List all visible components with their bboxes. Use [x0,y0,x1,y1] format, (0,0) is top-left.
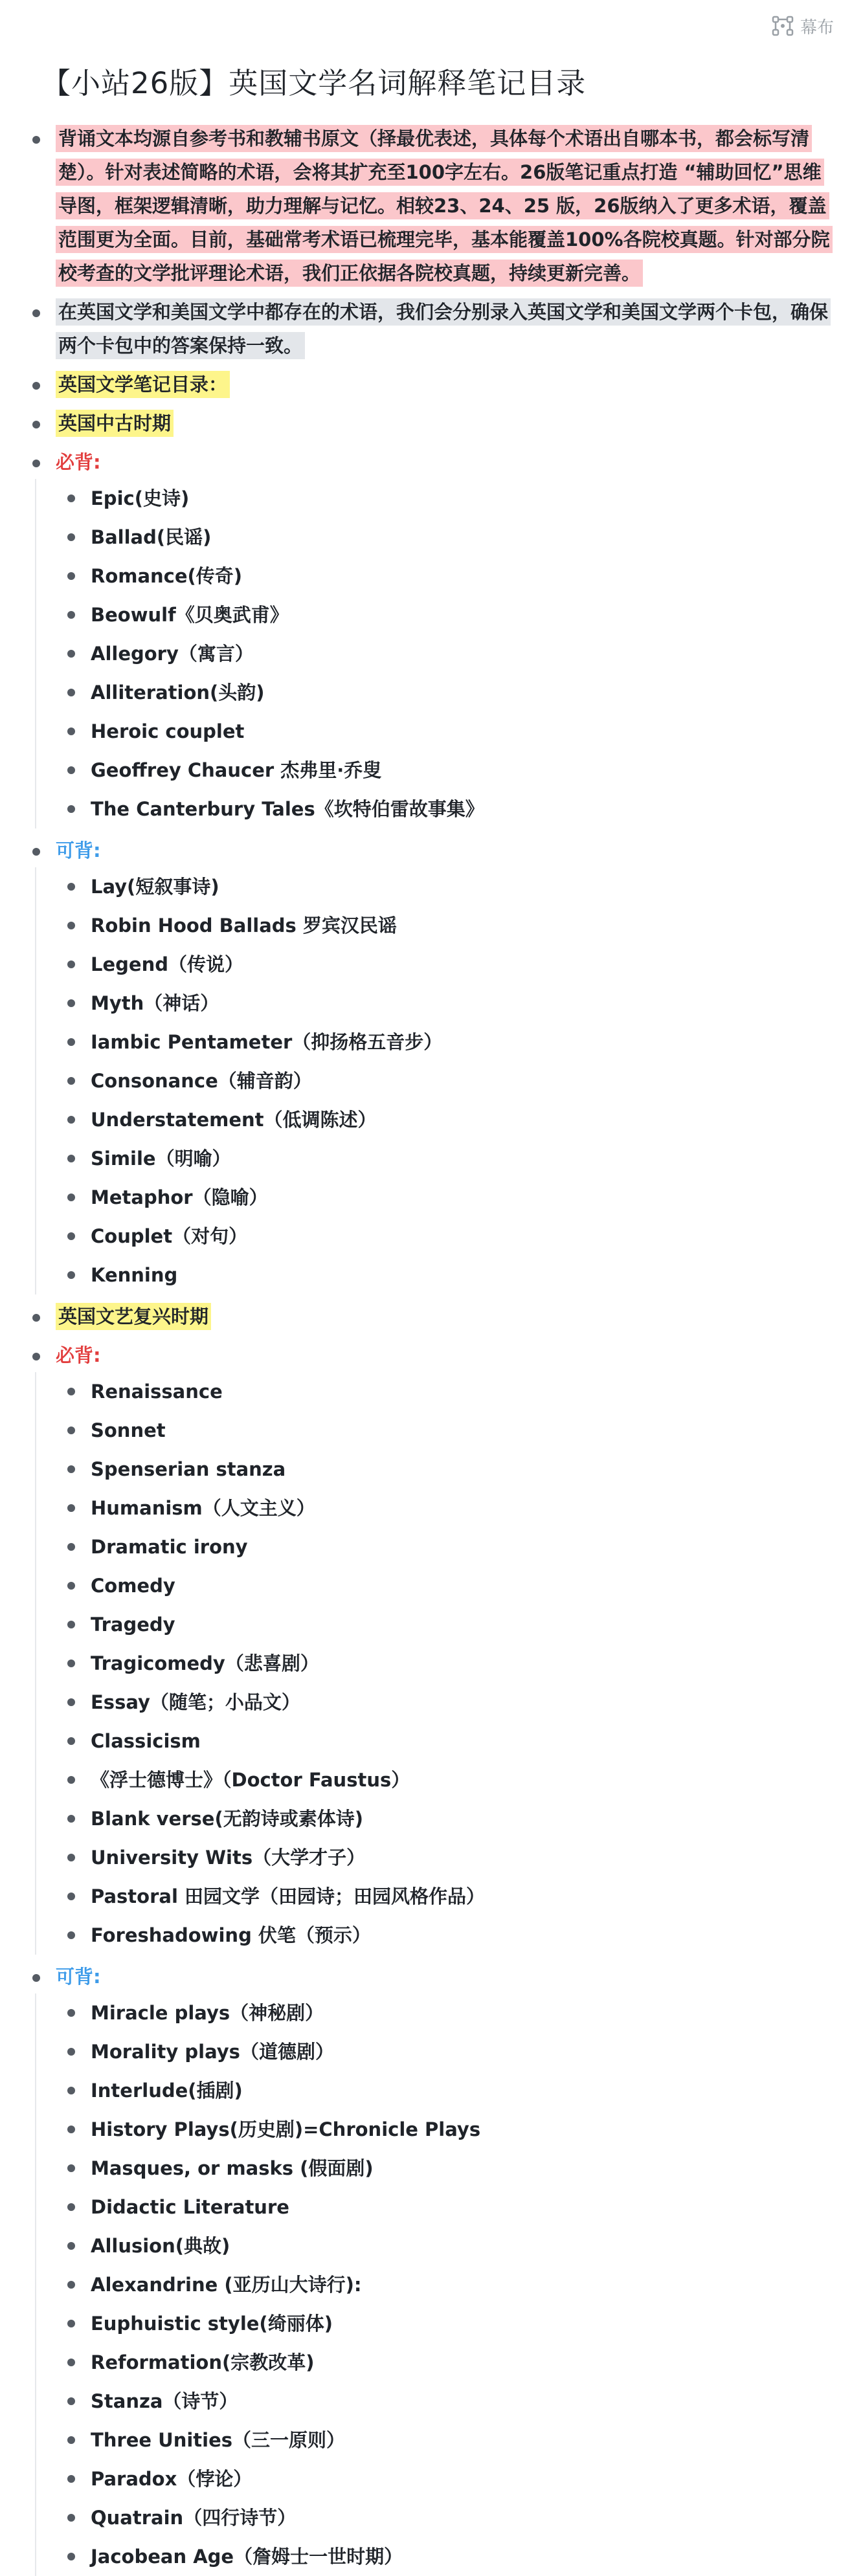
outline-row[interactable] [63,1605,831,1644]
bullet-dot-icon[interactable] [67,494,75,502]
bullet-dot-icon[interactable] [67,960,75,968]
term-item[interactable] [63,1178,831,1217]
term-item[interactable] [63,1023,831,1061]
outline-row[interactable] [63,1877,831,1916]
bullet-dot-icon[interactable] [67,1931,75,1939]
bullet-dot-icon[interactable] [67,1815,75,1823]
term-item[interactable] [63,1877,831,1916]
bullet-dot-icon[interactable] [67,611,75,619]
term-text[interactable]: Renaissance [91,1381,223,1403]
term-list [35,479,831,828]
term-text[interactable]: University Wits（大学才子） [91,1847,366,1869]
bullet-dot-icon[interactable] [32,1314,40,1322]
term-item[interactable] [63,2459,831,2498]
mindmap-view-label: 幕布 [800,17,834,38]
term-item[interactable] [63,1605,831,1644]
outline-row[interactable] [63,1100,831,1139]
term-text[interactable]: Beowulf《贝奥武甫》 [91,604,289,626]
term-item[interactable] [63,906,831,945]
term-item[interactable] [63,2421,831,2459]
term-text[interactable]: Stanza（诗节） [91,2390,238,2412]
group-label[interactable]: 可背: [56,839,101,861]
term-text[interactable]: Euphuistic style(绮丽体) [91,2313,333,2335]
outline-row[interactable] [63,2537,831,2576]
bullet-dot-icon[interactable] [67,1854,75,1861]
intro-text[interactable]: 背诵文本均源自参考书和教辅书原文（择最优表述，具体每个术语出自哪本书，都会标写清楚）。针对表述简略的术语，会将其扩充至100字左右。26版笔记重点打造 “辅助回忆”思维导图，框架逻辑清晰，助力理解与记忆。相较23、24、25 版，26版纳入了更多术语，覆盖范围更为全面。目前，基础常考术语已梳理完毕，基本能覆盖100%各院校真题。针对部分院校考查的文学批评理论术语，我们正依据各院校真题，持续更新完善。 [56,125,833,287]
bullet-dot-icon[interactable] [67,1776,75,1784]
bullet-dot-icon[interactable] [67,1543,75,1551]
bullet-dot-icon[interactable] [67,533,75,541]
outline-row[interactable] [63,1527,831,1566]
term-text[interactable]: Comedy [91,1575,175,1597]
term-item[interactable] [63,1838,831,1877]
outline-row[interactable] [63,557,831,595]
bullet-dot-icon[interactable] [32,421,40,428]
bullet-dot-icon[interactable] [32,1353,40,1360]
bullet-dot-icon[interactable] [67,1504,75,1512]
term-text[interactable]: Heroic couplet [91,720,245,742]
bullet-dot-icon[interactable] [67,2553,75,2560]
outline-tree [28,117,831,2576]
term-text[interactable]: Dramatic irony [91,1536,248,1558]
bullet-dot-icon[interactable] [67,1427,75,1434]
bullet-dot-icon[interactable] [67,1194,75,1201]
term-text[interactable]: Humanism（人文主义） [91,1497,315,1519]
period-heading[interactable] [28,406,831,440]
bullet-dot-icon[interactable] [67,2320,75,2327]
term-text[interactable]: Morality plays（道德剧） [91,2041,334,2063]
outline-row[interactable] [63,595,831,634]
intro-item[interactable] [28,122,831,290]
term-text[interactable]: Romance(传奇) [91,565,243,587]
term-text[interactable]: Miracle plays（神秘剧） [91,2002,324,2024]
bullet-dot-icon[interactable] [67,727,75,735]
term-item[interactable] [63,1372,831,1411]
term-list [35,1372,831,1955]
outline-row[interactable] [28,1960,831,1993]
top-bar [0,0,852,57]
term-item[interactable] [63,945,831,984]
term-text[interactable]: Masques, or masks (假面剧) [91,2157,374,2179]
bullet-dot-icon[interactable] [32,460,40,467]
term-item[interactable] [63,595,831,634]
bullet-dot-icon[interactable] [67,1388,75,1395]
bullet-dot-icon[interactable] [67,2281,75,2289]
outline-row[interactable] [63,2149,831,2188]
outline-row[interactable] [63,712,831,751]
term-text[interactable]: Reformation(宗教改革) [91,2351,315,2373]
outline-row[interactable] [63,1178,831,1217]
outline-row[interactable] [63,1411,831,1450]
intro-item[interactable] [28,368,831,401]
outline-row[interactable] [63,2265,831,2304]
bullet-dot-icon[interactable] [67,1077,75,1085]
outline-row[interactable] [63,1993,831,2032]
bullet-dot-icon[interactable] [32,309,40,317]
term-item[interactable] [63,2110,831,2149]
bullet-dot-icon[interactable] [67,999,75,1007]
term-text[interactable]: Simile（明喻） [91,1148,231,1170]
bullet-dot-icon[interactable] [67,689,75,696]
term-item[interactable] [63,1217,831,1256]
outline-row[interactable] [63,867,831,906]
bullet-dot-icon[interactable] [32,382,40,390]
term-text[interactable]: Didactic Literature [91,2196,289,2218]
outline-row[interactable] [63,479,831,518]
term-item[interactable] [63,1100,831,1139]
bullet-dot-icon[interactable] [67,2475,75,2483]
outline-row[interactable] [63,1644,831,1683]
bullet-dot-icon[interactable] [67,2087,75,2094]
term-item[interactable] [63,2343,831,2382]
term-item[interactable] [63,2226,831,2265]
outline-row[interactable] [63,1799,831,1838]
bullet-dot-icon[interactable] [67,922,75,929]
outline-row[interactable] [28,1338,831,1372]
term-item[interactable] [63,1139,831,1178]
term-item[interactable] [63,1256,831,1294]
bullet-dot-icon[interactable] [67,2242,75,2250]
term-item[interactable] [63,1916,831,1955]
intro-item[interactable] [28,295,831,362]
term-item[interactable] [63,634,831,673]
term-text[interactable]: Allegory（寓言） [91,643,254,665]
term-item[interactable] [63,1644,831,1683]
outline-row[interactable] [63,2421,831,2459]
page-title: 【小站26版】英国文学名词解释笔记目录 [41,66,587,100]
mindmap-view-button[interactable] [772,12,834,40]
term-text[interactable]: Blank verse(无韵诗或素体诗) [91,1808,363,1830]
term-text[interactable]: Iambic Pentameter（抑扬格五音步） [91,1031,443,1053]
outline-row[interactable] [28,368,831,401]
outline-row[interactable] [28,445,831,479]
bullet-dot-icon[interactable] [32,1974,40,1982]
outline-row[interactable] [63,2188,831,2226]
bullet-dot-icon[interactable] [32,848,40,856]
bullet-dot-icon[interactable] [67,2359,75,2366]
outline-row[interactable] [28,295,831,362]
group-label-item[interactable] [28,1338,831,1955]
outline-row[interactable] [63,2304,831,2343]
outline-row[interactable] [63,2459,831,2498]
term-item[interactable] [63,751,831,790]
bullet-dot-icon[interactable] [67,2436,75,2444]
term-item[interactable] [63,1760,831,1799]
outline-row[interactable] [63,1489,831,1527]
term-item[interactable] [63,2032,831,2071]
term-item[interactable] [63,2071,831,2110]
term-text[interactable]: Tragicomedy（悲喜剧） [91,1652,319,1674]
term-item[interactable] [63,1489,831,1527]
bullet-dot-icon[interactable] [67,1116,75,1124]
term-text[interactable]: Spenserian stanza [91,1458,286,1480]
term-text[interactable]: Foreshadowing 伏笔（预示） [91,1924,371,1946]
period-title[interactable]: 英国中古时期 [56,410,174,437]
bullet-dot-icon[interactable] [67,1038,75,1046]
term-text[interactable]: Interlude(插剧) [91,2080,243,2102]
outline-row[interactable] [63,1256,831,1294]
term-item[interactable] [63,1993,831,2032]
outline-row[interactable] [63,1217,831,1256]
term-text[interactable]: Myth（神话） [91,992,219,1014]
bullet-dot-icon[interactable] [67,2009,75,2017]
bullet-dot-icon[interactable] [67,1737,75,1745]
outline-row[interactable] [63,945,831,984]
term-text[interactable]: 《浮士德博士》（Doctor Faustus） [91,1769,410,1791]
group-label[interactable]: 必背: [56,451,101,473]
term-item[interactable] [63,673,831,712]
term-text[interactable]: Jacobean Age（詹姆士一世时期） [91,2546,403,2568]
outline-row[interactable] [63,2343,831,2382]
outline-row[interactable] [63,906,831,945]
outline-row[interactable] [28,1300,831,1333]
outline-row[interactable] [63,1683,831,1722]
outline-row[interactable] [28,834,831,867]
outline-row[interactable] [63,751,831,790]
bullet-dot-icon[interactable] [67,1893,75,1900]
term-item[interactable] [63,479,831,518]
bullet-dot-icon[interactable] [67,1660,75,1667]
term-text[interactable]: Kenning [91,1264,178,1286]
outline-row[interactable] [63,2498,831,2537]
term-item[interactable] [63,712,831,751]
term-text[interactable]: Geoffrey Chaucer 杰弗里·乔叟 [91,759,382,781]
term-text[interactable]: Allusion(典故) [91,2235,230,2257]
term-text[interactable]: Consonance（辅音韵） [91,1070,312,1092]
term-text[interactable]: Quatrain（四行诗节） [91,2507,297,2529]
outline-row[interactable] [63,790,831,828]
outline-row[interactable] [63,1139,831,1178]
group-label-item[interactable] [28,1960,831,2576]
term-text[interactable]: Pastoral 田园文学（田园诗；田园风格作品） [91,1885,486,1907]
term-item[interactable] [63,2498,831,2537]
outline-row[interactable] [63,1722,831,1760]
group-label[interactable]: 必背: [56,1344,101,1366]
term-text[interactable]: Lay(短叙事诗) [91,876,219,898]
term-item[interactable] [63,1566,831,1605]
group-label[interactable]: 可背: [56,1966,101,1988]
bullet-dot-icon[interactable] [67,2514,75,2522]
outline-row[interactable] [28,406,831,440]
term-item[interactable] [63,1722,831,1760]
term-list [35,1993,831,2576]
bullet-dot-icon[interactable] [67,2126,75,2133]
term-item[interactable] [63,1799,831,1838]
outline-row[interactable] [63,1916,831,1955]
term-item[interactable] [63,1527,831,1566]
bullet-dot-icon[interactable] [67,2203,75,2211]
outline-row[interactable] [63,984,831,1023]
term-item[interactable] [63,2149,831,2188]
bullet-dot-icon[interactable] [67,1621,75,1628]
outline-row[interactable] [63,2226,831,2265]
term-item[interactable] [63,518,831,557]
bullet-dot-icon[interactable] [67,2048,75,2056]
term-item[interactable] [63,1450,831,1489]
period-heading[interactable] [28,1300,831,1333]
outline-row[interactable] [63,1566,831,1605]
term-text[interactable]: Metaphor（隐喻） [91,1186,268,1208]
bullet-dot-icon[interactable] [67,572,75,580]
outline-row[interactable] [63,518,831,557]
bullet-dot-icon[interactable] [32,136,40,144]
term-text[interactable]: Epic(史诗) [91,487,190,509]
mindmap-icon [772,15,794,37]
term-item[interactable] [63,2188,831,2226]
term-text[interactable]: Alliteration(头韵) [91,682,265,704]
term-item[interactable] [63,2304,831,2343]
intro-text[interactable]: 在英国文学和美国文学中都存在的术语，我们会分别录入英国文学和美国文学两个卡包，确保两个卡包中的答案保持一致。 [56,298,831,359]
term-text[interactable]: Couplet（对句） [91,1225,248,1247]
bullet-dot-icon[interactable] [67,1232,75,1240]
outline-row[interactable] [63,1450,831,1489]
term-text[interactable]: Alexandrine (亚历山大诗行): [91,2274,362,2296]
bullet-dot-icon[interactable] [67,766,75,774]
outline-row[interactable] [63,2071,831,2110]
term-item[interactable] [63,1061,831,1100]
term-item[interactable] [63,1683,831,1722]
term-list [35,867,831,1294]
term-item[interactable] [63,2265,831,2304]
bullet-dot-icon[interactable] [67,1465,75,1473]
term-text[interactable]: Classicism [91,1730,201,1752]
term-text[interactable]: Legend（传说） [91,953,243,975]
bullet-dot-icon[interactable] [67,805,75,813]
term-text[interactable]: Paradox（悖论） [91,2468,252,2490]
term-item[interactable] [63,2382,831,2421]
term-text[interactable]: Three Unities（三一原则） [91,2429,346,2451]
outline-row[interactable] [63,673,831,712]
outline-row[interactable] [63,1372,831,1411]
term-item[interactable] [63,867,831,906]
term-item[interactable] [63,2537,831,2576]
bullet-dot-icon[interactable] [67,1582,75,1590]
term-text[interactable]: The Canterbury Tales《坎特伯雷故事集》 [91,798,484,820]
bullet-dot-icon[interactable] [67,650,75,658]
term-item[interactable] [63,790,831,828]
term-text[interactable]: Robin Hood Ballads 罗宾汉民谣 [91,915,397,937]
outline-row[interactable] [63,634,831,673]
term-text[interactable]: History Plays(历史剧)=Chronicle Plays [91,2118,481,2140]
term-text[interactable]: Sonnet [91,1419,166,1441]
outline-row[interactable] [63,2382,831,2421]
period-title[interactable]: 英国文艺复兴时期 [56,1303,211,1330]
outline-row[interactable] [63,2032,831,2071]
bullet-dot-icon[interactable] [67,883,75,891]
bullet-dot-icon[interactable] [67,2164,75,2172]
intro-text[interactable]: 英国文学笔记目录： [56,371,230,398]
term-text[interactable]: Tragedy [91,1614,175,1636]
outline-row[interactable] [63,1838,831,1877]
outline-row[interactable] [63,1061,831,1100]
outline-row[interactable] [63,2110,831,2149]
outline-row[interactable] [63,1023,831,1061]
term-item[interactable] [63,557,831,595]
term-item[interactable] [63,984,831,1023]
term-text[interactable]: Understatement（低调陈述） [91,1109,377,1131]
group-label-item[interactable] [28,834,831,1294]
group-label-item[interactable] [28,445,831,828]
term-item[interactable] [63,1411,831,1450]
term-text[interactable]: Ballad(民谣) [91,526,212,548]
bullet-dot-icon[interactable] [67,1271,75,1279]
bullet-dot-icon[interactable] [67,1698,75,1706]
outline-row[interactable] [63,1760,831,1799]
bullet-dot-icon[interactable] [67,1155,75,1162]
outline-row[interactable] [28,122,831,290]
bullet-dot-icon[interactable] [67,2397,75,2405]
term-text[interactable]: Essay（随笔；小品文） [91,1691,300,1713]
